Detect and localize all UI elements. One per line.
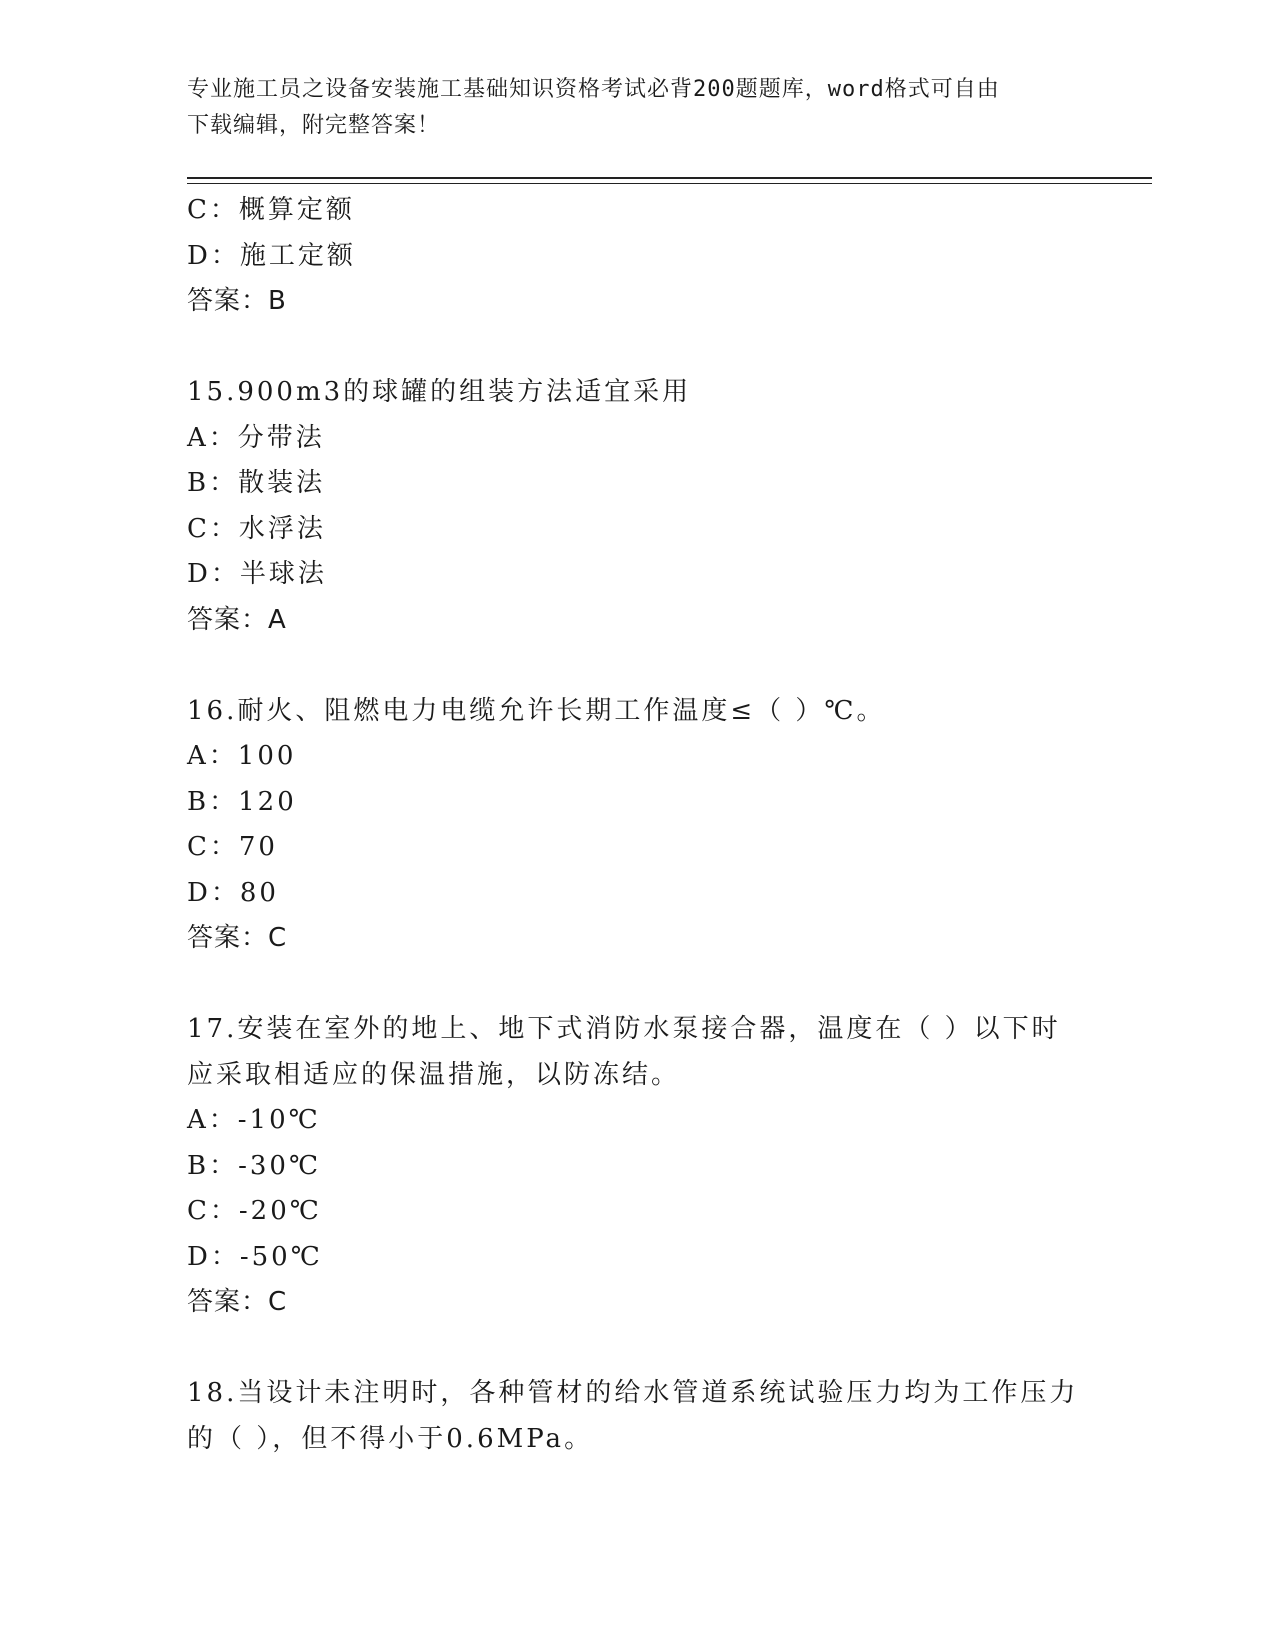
question-stem-line-1: 18.当设计未注明时，各种管材的给水管道系统试验压力均为工作压力: [187, 1378, 1079, 1408]
answer-line: 答案：B: [187, 286, 287, 316]
question-block-16: [187, 689, 1087, 962]
question-stem: 16.耐火、阻燃电力电缆允许长期工作温度≤（ ）℃。: [187, 695, 886, 726]
question-block-15: [187, 370, 1087, 643]
option-a: A：100: [187, 741, 297, 771]
document-header: [187, 72, 1067, 144]
header-line-1: 专业施工员之设备安装施工基础知识资格考试必背200题题库，word格式可自由: [187, 77, 1000, 102]
spacer: [187, 643, 1087, 689]
option-d: D：施工定额: [187, 240, 356, 271]
option-c: C：水浮法: [187, 513, 326, 544]
option-c: C：-20℃: [187, 1196, 322, 1226]
option-d: D：-50℃: [187, 1241, 323, 1272]
spacer: [187, 962, 1087, 1008]
spacer: [187, 1326, 1087, 1372]
option-a: A：-10℃: [187, 1105, 321, 1135]
question-list: [187, 188, 1087, 1462]
question-block-17: [187, 1007, 1087, 1326]
header-line-2: 下载编辑，附完整答案！: [187, 113, 441, 138]
question-stem-line-2: 应采取相适应的保温措施，以防冻结。: [187, 1059, 681, 1090]
question-stem: 15.900m3的球罐的组装方法适宜采用: [187, 377, 692, 407]
question-stem-line-1: 17.安装在室外的地上、地下式消防水泵接合器，温度在（ ）以下时: [187, 1014, 1061, 1044]
option-c: C：70: [187, 832, 278, 862]
answer-line: 答案：C: [187, 923, 288, 953]
option-a: A：分带法: [187, 422, 325, 453]
option-b: B：散装法: [187, 468, 326, 498]
answer-line: 答案：C: [187, 1287, 288, 1317]
answer-line: 答案：A: [187, 604, 287, 635]
option-c: C：概算定额: [187, 195, 355, 225]
option-d: D：半球法: [187, 559, 327, 589]
spacer: [187, 325, 1087, 371]
option-b: B：-30℃: [187, 1150, 322, 1181]
option-d: D：80: [187, 877, 279, 908]
question-block-18: [187, 1371, 1087, 1462]
header-divider-thin: [187, 183, 1152, 184]
question-stem-line-2: 的（ ），但不得小于0.6MPa。: [187, 1423, 594, 1454]
header-divider-thick: [187, 177, 1152, 179]
question-block-14: [187, 188, 1087, 325]
option-b: B：120: [187, 786, 297, 817]
